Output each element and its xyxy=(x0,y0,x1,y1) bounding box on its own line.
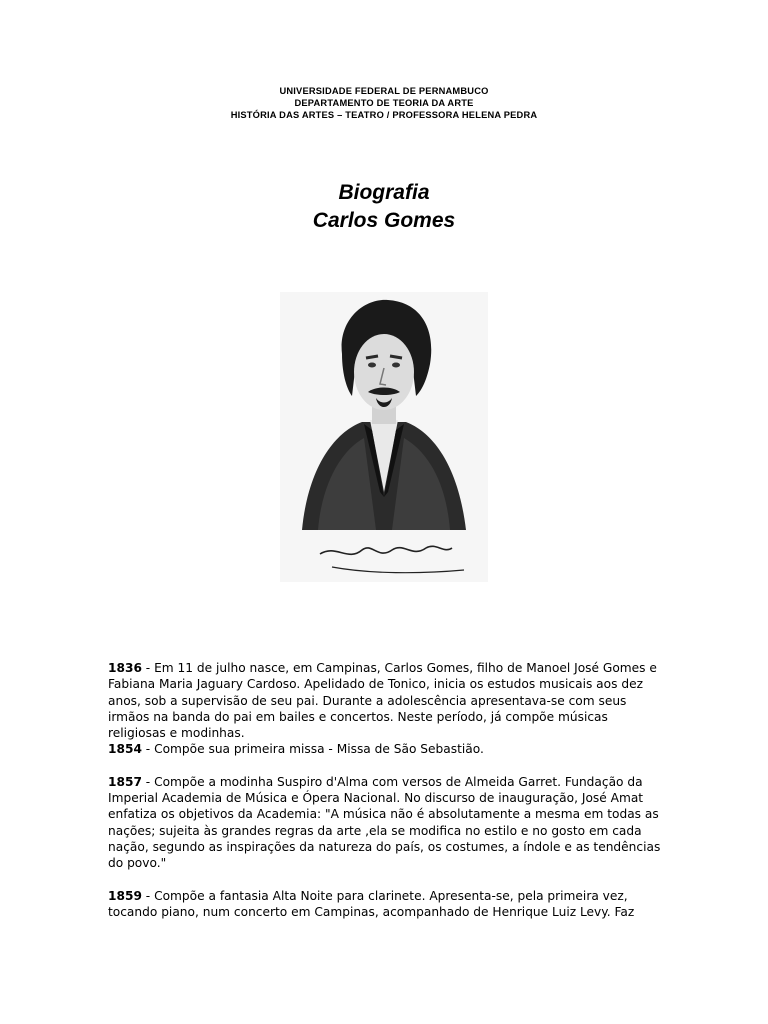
entry-1857 xyxy=(108,774,668,872)
entry-1836 xyxy=(108,660,668,741)
biography-text xyxy=(108,660,668,920)
header-department: DEPARTAMENTO DE TEORIA DA ARTE xyxy=(294,98,474,108)
entry-year: 1854 xyxy=(108,742,142,757)
entry-1859 xyxy=(108,888,668,921)
header-course: HISTÓRIA DAS ARTES – TEATRO / PROFESSORA HELENA PEDRA xyxy=(230,110,538,120)
entry-text: - Compõe sua primeira missa - Missa de São Sebastião. xyxy=(141,742,484,757)
title-biografia: Biografia xyxy=(338,181,430,204)
document-title xyxy=(0,179,768,235)
title-name: Carlos Gomes xyxy=(312,209,456,232)
header-university: UNIVERSIDADE FEDERAL DE PERNAMBUCO xyxy=(279,86,489,96)
entry-text: - Em 11 de julho nasce, em Campinas, Carlos Gomes, filho de Manoel José Gomes e Fabiana Maria Jaguary Cardoso. Apelidado de Tonico, inicia os estudos musicais aos dez anos, sob a supervisão de seu pai. Durante a adolescência apresentava-se com seus irmãos na banda do pai em bailes e concertos. Neste período, já compõe músicas religiosas e modinhas. xyxy=(108,661,657,741)
entry-year: 1857 xyxy=(108,774,142,789)
entry-year: 1859 xyxy=(108,888,142,903)
entry-text: - Compõe a modinha Suspiro d'Alma com versos de Almeida Garret. Fundação da Imperial Academia de Música e Ópera Nacional. No discurso de inauguração, José Amat enfatiza os objetivos da Academia: "A música não é absolutamente a mesma em todas as nações; sujeita às grandes regras da arte ,ela se modifica no estilo e no gosto em cada nação, segundo as inspirações da natureza do país, os costumes, a índole e as tendências do povo." xyxy=(108,774,661,871)
entry-year: 1836 xyxy=(108,661,142,675)
entry-1854 xyxy=(108,741,668,757)
entry-text: - Compõe a fantasia Alta Noite para clarinete. Apresenta-se, pela primeira vez, tocando piano, num concerto em Campinas, acompanhado de Henrique Luiz Levy. Faz xyxy=(108,888,635,919)
portrait-engraving-icon xyxy=(280,292,488,582)
portrait-image xyxy=(280,292,488,582)
document-header xyxy=(0,85,768,121)
